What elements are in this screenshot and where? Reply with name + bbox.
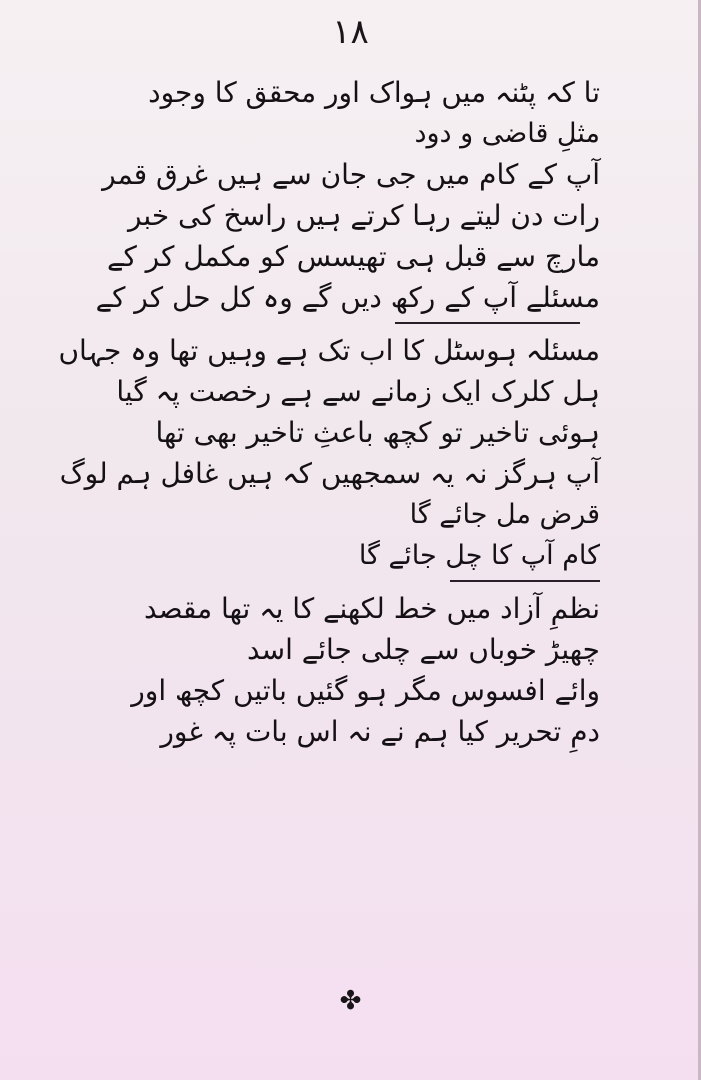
poem-line-3: آپ کے کام میں جی جان سے ہیں غرق قمر	[102, 158, 600, 191]
poem-line-13: نظمِ آزاد میں خط لکھنے کا یہ تھا مقصد	[144, 592, 600, 625]
poem-line-12: کام آپ کا چل جائے گا	[358, 540, 600, 571]
page-number: ۱۸	[332, 12, 369, 52]
poem-line-9: ہوئی تاخیر تو کچھ باعثِ تاخیر بھی تھا	[155, 416, 600, 449]
poem-line-15: وائے افسوس مگر ہو گئیں باتیں کچھ اور	[131, 674, 600, 707]
section-divider	[450, 580, 600, 582]
poem-line-8: ہل کلرک ایک زمانے سے ہے رخصت پہ گیا	[116, 375, 600, 408]
section-divider	[395, 322, 580, 324]
poem-line-4: رات دن لیتے رہا کرتے ہیں راسخ کی خبر	[127, 199, 600, 232]
poem-line-2: مثلِ قاضی و دود	[414, 118, 600, 149]
poem-line-10: آپ ہرگز نہ یہ سمجھیں کہ ہیں غافل ہم لوگ	[59, 457, 600, 490]
poem-line-7: مسئلہ ہوسٹل کا اب تک ہے وہیں تھا وہ جہاں	[58, 334, 600, 367]
poem-line-14: چھیڑ خوباں سے چلی جائے اسد	[246, 633, 600, 666]
end-flourish-icon: ✤	[339, 986, 362, 1016]
poem-line-11: قرض مل جائے گا	[409, 499, 600, 530]
poem-line-5: مارچ سے قبل ہی تھیسس کو مکمل کر کے	[107, 240, 600, 273]
poem-line-1: تا کہ پٹنہ میں ہواک اور محقق کا وجود	[148, 76, 600, 109]
poem-line-6: مسئلے آپ کے رکھ دیں گے وہ کل حل کر کے	[95, 281, 600, 314]
poem-text	[58, 72, 600, 752]
poem-line-16: دمِ تحریر کیا ہم نے نہ اس بات پہ غور	[160, 715, 600, 748]
